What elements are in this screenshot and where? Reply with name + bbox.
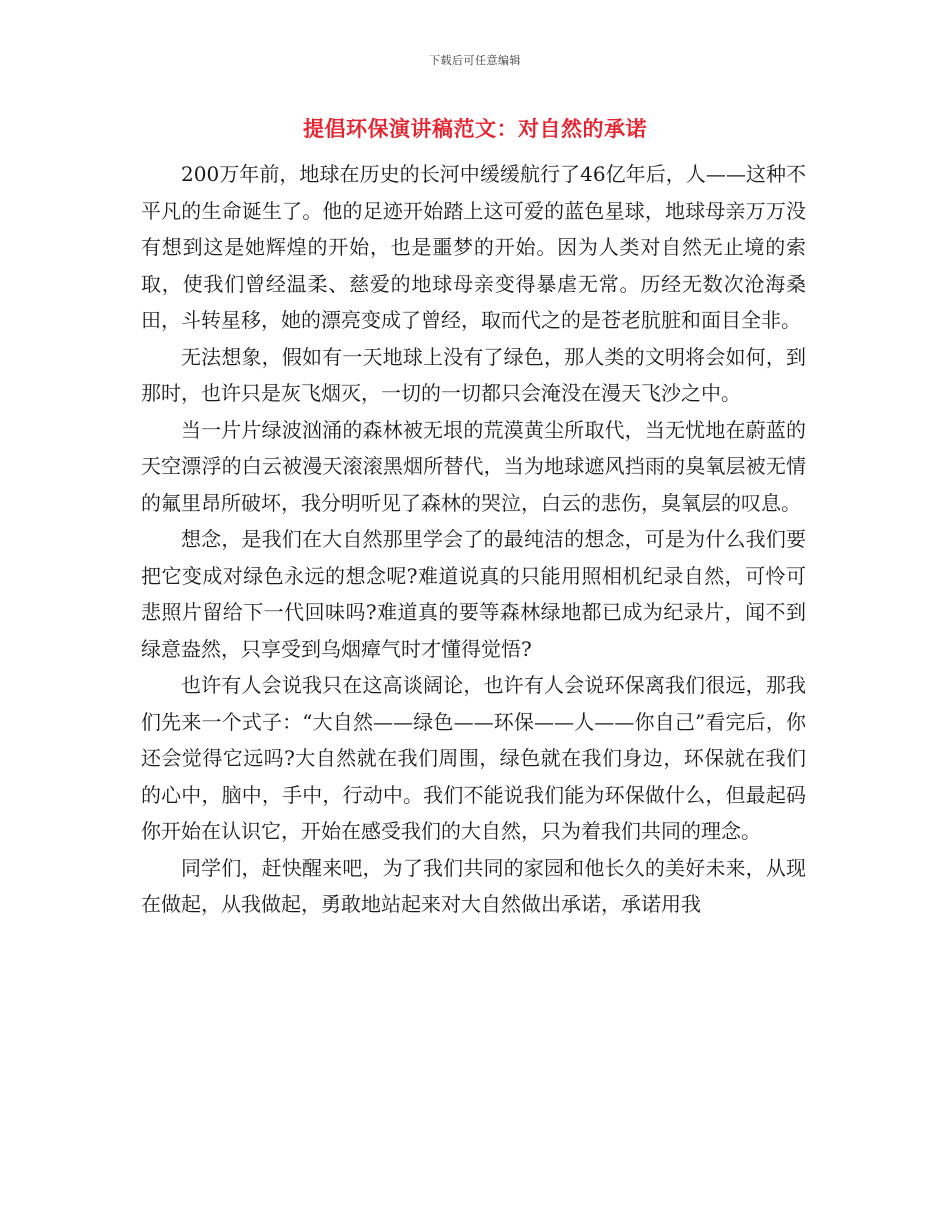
document-body [141,156,806,923]
paragraph: 同学们，赶快醒来吧，为了我们共同的家园和他长久的美好未来，从现在做起，从我做起，勇敢地站起来对大自然做出承诺，承诺用我 [141,855,806,916]
paragraph: 当一片片绿波汹涌的森林被无垠的荒漠黄尘所取代，当无忧地在蔚蓝的天空漂浮的白云被漫天滚滚黑烟所替代，当为地球遮风挡雨的臭氧层被无情的氟里昂所破坏，我分明听见了森林的哭泣，白云的悲伤，臭氧层的叹息。 [141,417,806,515]
paragraph: 也许有人会说我只在这高谈阔论，也许有人会说环保离我们很远，那我们先来一个式子：“大自然——绿色——环保——人——你自己”看完后，你还会觉得它远吗?大自然就在我们周围，绿色就在我们身边，环保就在我们的心中，脑中，手中，行动中。我们不能说我们能为环保做什么，但最起码你开始在认识它，开始在感受我们的大自然，只为着我们共同的理念。 [141,673,806,843]
paragraph: 无法想象，假如有一天地球上没有了绿色，那人类的文明将会如何，到那时，也许只是灰飞烟灭，一切的一切都只会淹没在漫天飞沙之中。 [141,344,806,405]
page-header-note: 下载后可任意编辑 [429,54,521,67]
document-title: 提倡环保演讲稿范文：对自然的承诺 [303,117,647,141]
paragraph: 200万年前，地球在历史的长河中缓缓航行了46亿年后，人——这种不平凡的生命诞生了。他的足迹开始踏上这可爱的蓝色星球，地球母亲万万没有想到这是她辉煌的开始，也是噩梦的开始。因为人类对自然无止境的索取，使我们曾经温柔、慈爱的地球母亲变得暴虐无常。历经无数次沧海桑田，斗转星移，她的漂亮变成了曾经，取而代之的是苍老肮脏和面目全非。 [141,162,806,332]
paragraph: 想念，是我们在大自然那里学会了的最纯洁的想念，可是为什么我们要把它变成对绿色永远的想念呢?难道说真的只能用照相机纪录自然，可怜可悲照片留给下一代回味吗?难道真的要等森林绿地都已成为纪录片，闻不到绿意盎然，只享受到乌烟瘴气时才懂得觉悟? [141,527,806,661]
